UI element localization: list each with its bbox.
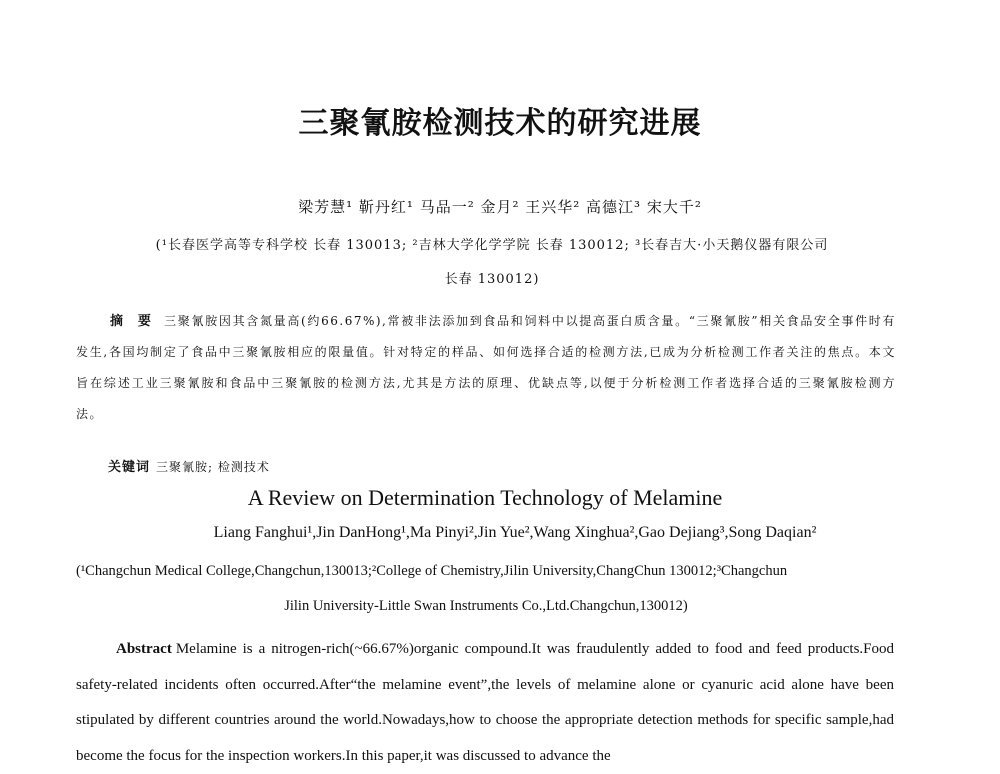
abstract-cn (76, 306, 896, 430)
paper-title-cn: 三聚氰胺检测技术的研究进展 (298, 106, 702, 141)
affiliation-cn-line1: (¹长春医学高等专科学校 长春 130013; ²吉林大学化学学院 长春 130012; ³长春吉大·小天鹅仪器有限公司 (155, 238, 829, 253)
abstract-en (76, 632, 894, 774)
authors-en: Liang Fanghui¹,Jin DanHong¹,Ma Pinyi²,Jin Yue²,Wang Xinghua²,Gao Dejiang³,Song Daqian² (213, 524, 817, 541)
keywords-cn-text: 三聚氰胺; 检测技术 (156, 460, 270, 474)
paper-title-en: A Review on Determination Technology of Melamine (247, 485, 723, 510)
abstract-cn-text: 三聚氰胺因其含氮量高(约66.67%),常被非法添加到食品和饲料中以提高蛋白质含量。“三聚氰胺”相关食品安全事件时有发生,各国均制定了食品中三聚氰胺相应的限量值。针对特定的样品、如何选择合适的检测方法,已成为分析检测工作者关注的焦点。本文旨在综述工业三聚氰胺和食品中三聚氰胺的检测方法,尤其是方法的原理、优缺点等,以便于分析检测工作者选择合适的三聚氰胺检测方法。 (76, 314, 896, 421)
keywords-cn-label: 关键词 (108, 460, 151, 475)
keywords-cn (108, 456, 270, 475)
abstract-cn-label: 摘 要 (110, 314, 157, 329)
abstract-en-text: Melamine is a nitrogen-rich(~66.67%)organic compound.It was fraudulently added to food and feed products.Food safety-related incidents often occurred.After“the melamine event”,the levels of melamine alone or cyanuric acid alone have been stipulated by different countries around the world.Nowadays,how to choose the appropriate detection methods for specific sample,had become the focus for the inspection workers.In this paper,it was discussed to advance the (76, 641, 894, 764)
affiliation-en-line1: (¹Changchun Medical College,Changchun,130013;²College of Chemistry,Jilin University,ChangChun 130012;³Changchun (76, 563, 788, 579)
affiliation-cn-line2: 长春 130012) (444, 272, 540, 287)
authors-cn: 梁芳慧¹ 靳丹红¹ 马品一² 金月² 王兴华² 高德江³ 宋大千² (298, 198, 702, 216)
affiliation-en-line2: Jilin University-Little Swan Instruments Co.,Ltd.Changchun,130012) (284, 598, 688, 614)
abstract-en-label: Abstract (116, 641, 172, 657)
